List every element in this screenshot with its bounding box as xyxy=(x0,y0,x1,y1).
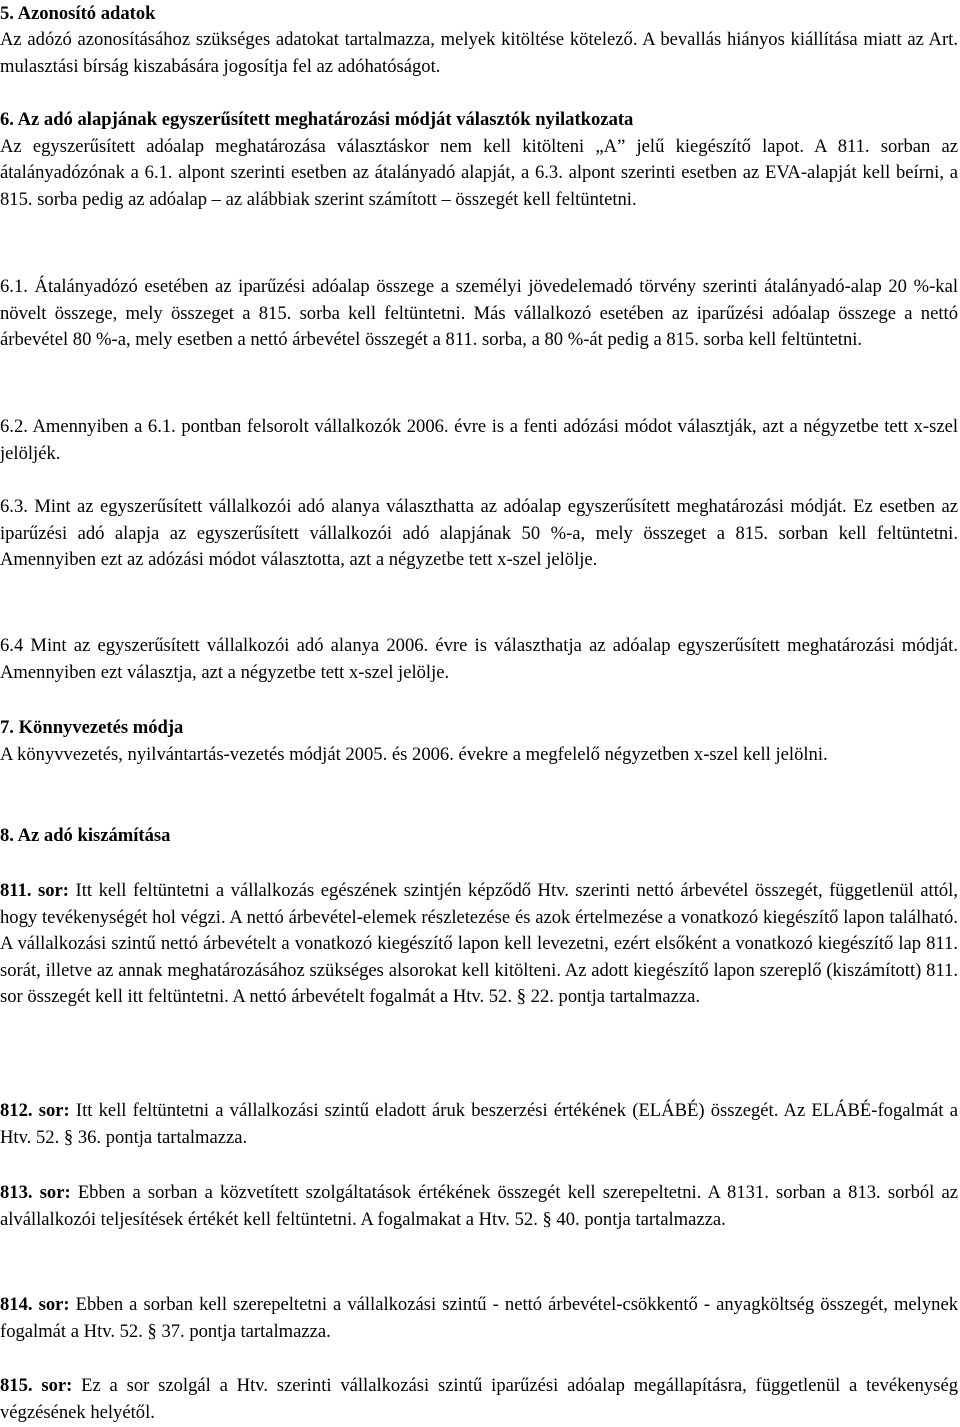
section-6-3 xyxy=(0,494,958,574)
row-812-body: Itt kell feltüntetni a vállalkozási szintű eladott áruk beszerzési értékének (ELÁBÉ) összegét. Az ELÁBÉ-fogalmát a Htv. 52. § 36. pontja tartalmazza. xyxy=(0,1100,958,1148)
row-813-body: Ebben a sorban a közvetített szolgáltatások értékének összegét kell szerepeltetni. A 8131. sorban a 813. sorból az alvállalkozói teljesítések értékét kell feltüntetni. A fogalmakat a Htv. 52. § 40. pontja tartalmazza. xyxy=(0,1182,958,1230)
section-6-3-body: Mint az egyszerűsített vállalkozói adó alanya választhatta az adóalap egyszerűsített meghatározási módját. Ez esetben az iparűzési adó alapja az egyszerűsített vállalkozói adó alapjának 50 %-a, mely összeget a 815. sorban kell feltüntetni. Amennyiben ezt az adózási módot választotta, azt a négyzetbe tett x-szel jelölje. xyxy=(0,496,958,571)
section-6-heading: 6. Az adó alapjának egyszerűsített meghatározási módját választók nyilatkozata xyxy=(0,109,634,130)
row-813 xyxy=(0,1180,958,1233)
section-7-heading xyxy=(0,715,958,742)
section-7-heading-number: 7. xyxy=(0,717,19,738)
section-6-1 xyxy=(0,274,958,354)
section-6-3-number: 6.3. xyxy=(0,496,28,517)
section-5-heading: 5. Azonosító adatok xyxy=(0,3,156,24)
row-815-label: 815. sor: xyxy=(0,1375,73,1396)
section-7-body: A könyvvezetés, nyilvántartás-vezetés módját 2005. és 2006. évekre a megfelelő négyzetben x-szel kell jelölni. xyxy=(0,744,828,765)
row-811-label: 811. sor: xyxy=(0,880,70,901)
row-815 xyxy=(0,1373,958,1426)
section-6-4-body: Mint az egyszerűsített vállalkozói adó alanya 2006. évre is választhatja az adóalap egyszerűsített meghatározási módját. Amennyiben ezt választja, azt a négyzetbe tett x-szel jelölje. xyxy=(0,635,958,683)
section-6-body: Az egyszerűsített adóalap meghatározása választáskor nem kell kitölteni „A” jelű kiegészítő lapot. A 811. sorban az átalányadózónak a 6.1. alpont szerinti esetben az átalányadó alapját, a 6.3. alpont szerinti esetben az EVA-alapját kell beírni, a 815. sorba pedig az adóalap – az alábbiak szerint számított – összegét kell feltüntetni. xyxy=(0,135,958,210)
section-6 xyxy=(0,107,958,213)
section-6-2 xyxy=(0,414,958,467)
row-812 xyxy=(0,1098,958,1151)
section-6-1-number: 6.1. xyxy=(0,276,28,297)
section-7-heading-text: Könnyvezetés módja xyxy=(18,717,184,738)
section-6-4 xyxy=(0,633,958,686)
section-6-1-body: Átalányadózó esetében az iparűzési adóalap összege a személyi jövedelemadó törvény szerinti átalányadó-alap 20 %-kal növelt összege, mely összeget a 815. sorba kell feltüntetni. Más vállalkozó esetében az iparűzési adóalap összege a nettó árbevétel 80 %-a, mely esetben a nettó árbevétel összegét a 811. sorba, a 80 %-át pedig a 815. sorba kell feltüntetni. xyxy=(0,276,958,351)
row-814 xyxy=(0,1292,958,1345)
row-811 xyxy=(0,878,958,1011)
row-812-label: 812. sor: xyxy=(0,1100,70,1121)
row-814-label: 814. sor: xyxy=(0,1294,70,1315)
row-813-label: 813. sor: xyxy=(0,1182,71,1203)
row-811-body: Itt kell feltüntetni a vállalkozás egészének szintjén képződő Htv. szerinti nettó árbevétel összegét, függetlenül attól, hogy tevékenységét hol végzi. A nettó árbevétel-elemek részletezése és azok értelmezése a vonatkozó kiegészítő lapon található. A vállalkozási szintű nettó árbevételt a vonatkozó kiegészítő lapon kell levezetni, ezért elsőként a vonatkozó kiegészítő lap 811. sorát, illetve az annak meghatározásához szükséges alsorokat kell kitölteni. Az adott kiegészítő lapon szereplő (kiszámított) 811. sor összegét kell itt feltüntetni. A nettó árbevételt fogalmát a Htv. 52. § 22. pontja tartalmazza. xyxy=(0,880,958,1008)
row-814-body: Ebben a sorban kell szerepeltetni a vállalkozási szintű - nettó árbevétel-csökkentő - anyagköltség összegét, melynek fogalmát a Htv. 52. § 37. pontja tartalmazza. xyxy=(0,1294,958,1342)
section-6-4-number: 6.4 xyxy=(0,635,24,656)
section-6-2-number: 6.2. xyxy=(0,416,28,437)
section-6-2-body: Amennyiben a 6.1. pontban felsorolt vállalkozók 2006. évre is a fenti adózási módot választják, azt a négyzetbe tett x-szel jelöljék. xyxy=(0,416,958,464)
section-5-body: Az adózó azonosításához szükséges adatokat tartalmazza, melyek kitöltése kötelező. A bevallás hiányos kiállítása miatt az Art. mulasztási bírság kiszabására jogosítja fel az adóhatóságot. xyxy=(0,29,958,77)
section-8-heading: 8. Az adó kiszámítása xyxy=(0,825,171,846)
row-815-body: Ez a sor szolgál a Htv. szerinti vállalkozási szintű iparűzési adóalap megállapításra, függetlenül a tevékenység végzésének helyétől. xyxy=(0,1375,958,1423)
